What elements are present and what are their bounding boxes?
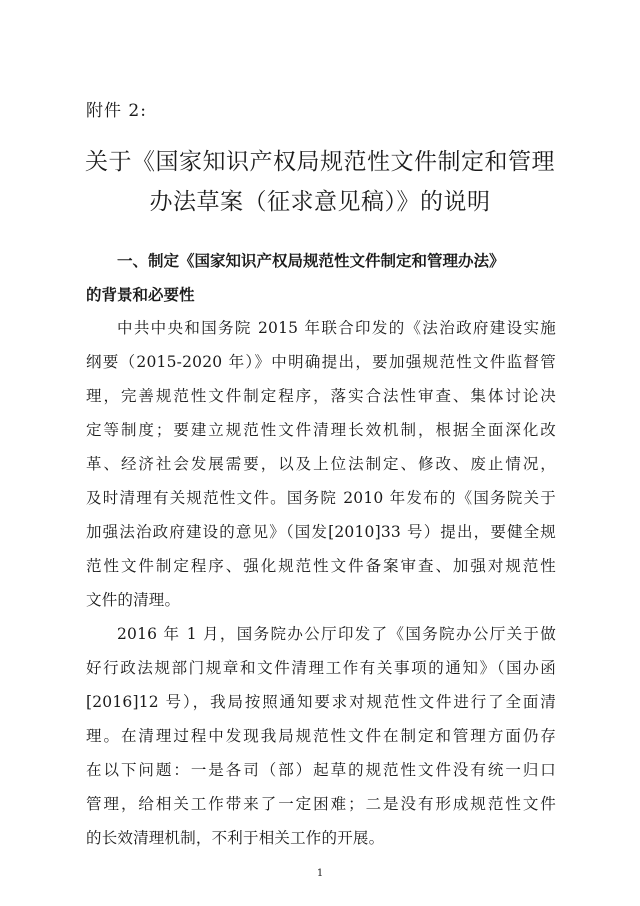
paragraph-2-line: [2016]12 号），我局按照通知要求对规范性文件进行了全面清 [86,693,556,711]
paragraph-2-line: 理。在清理过程中发现我局规范性文件在制定和管理方面仍存 [86,727,556,745]
section-heading-line-2: 的背景和必要性 [86,286,195,304]
paragraph-2-line: 在以下问题：一是各司（部）起草的规范性文件没有统一归口 [86,761,556,779]
paragraph-1-line: 及时清理有关规范性文件。国务院 2010 年发布的《国务院关于 [86,489,556,507]
paragraph-1-line: 范性文件制定程序、强化规范性文件备案审查、加强对规范性 [86,557,556,575]
paragraph-1-line: 文件的清理。 [86,591,181,609]
paragraph-2-line: 好行政法规部门规章和文件清理工作有关事项的通知》（国办函 [86,659,556,677]
document-title-line-1: 关于《国家知识产权局规范性文件制定和管理 [85,149,555,175]
document-title-line-2: 办法草案（征求意见稿）》的说明 [149,189,491,215]
attachment-label: 附件 2: [86,101,147,121]
paragraph-1-line: 纲要（2015-2020 年）》中明确提出，要加强规范性文件监督管 [86,353,556,371]
page-number: 1 [316,868,324,879]
paragraph-1-line: 中共中央和国务院 2015 年联合印发的《法治政府建设实施 [117,319,556,337]
paragraph-2-line: 2016 年 1 月，国务院办公厅印发了《国务院办公厅关于做 [117,625,556,643]
paragraph-1-line: 理，完善规范性文件制定程序，落实合法性审查、集体讨论决 [86,387,556,405]
section-heading-line-1: 一、制定《国家知识产权局规范性文件制定和管理办法》 [117,252,505,270]
paragraph-1-line: 革、经济社会发展需要，以及上位法制定、修改、废止情况， [86,455,556,473]
paragraph-2-line: 的长效清理机制，不利于相关工作的开展。 [86,829,385,847]
paragraph-1-line: 加强法治政府建设的意见》（国发[2010]33 号）提出，要健全规 [86,523,556,541]
paragraph-2-line: 管理，给相关工作带来了一定困难；二是没有形成规范性文件 [86,795,556,813]
paragraph-1-line: 定等制度；要建立规范性文件清理长效机制，根据全面深化改 [86,421,556,439]
